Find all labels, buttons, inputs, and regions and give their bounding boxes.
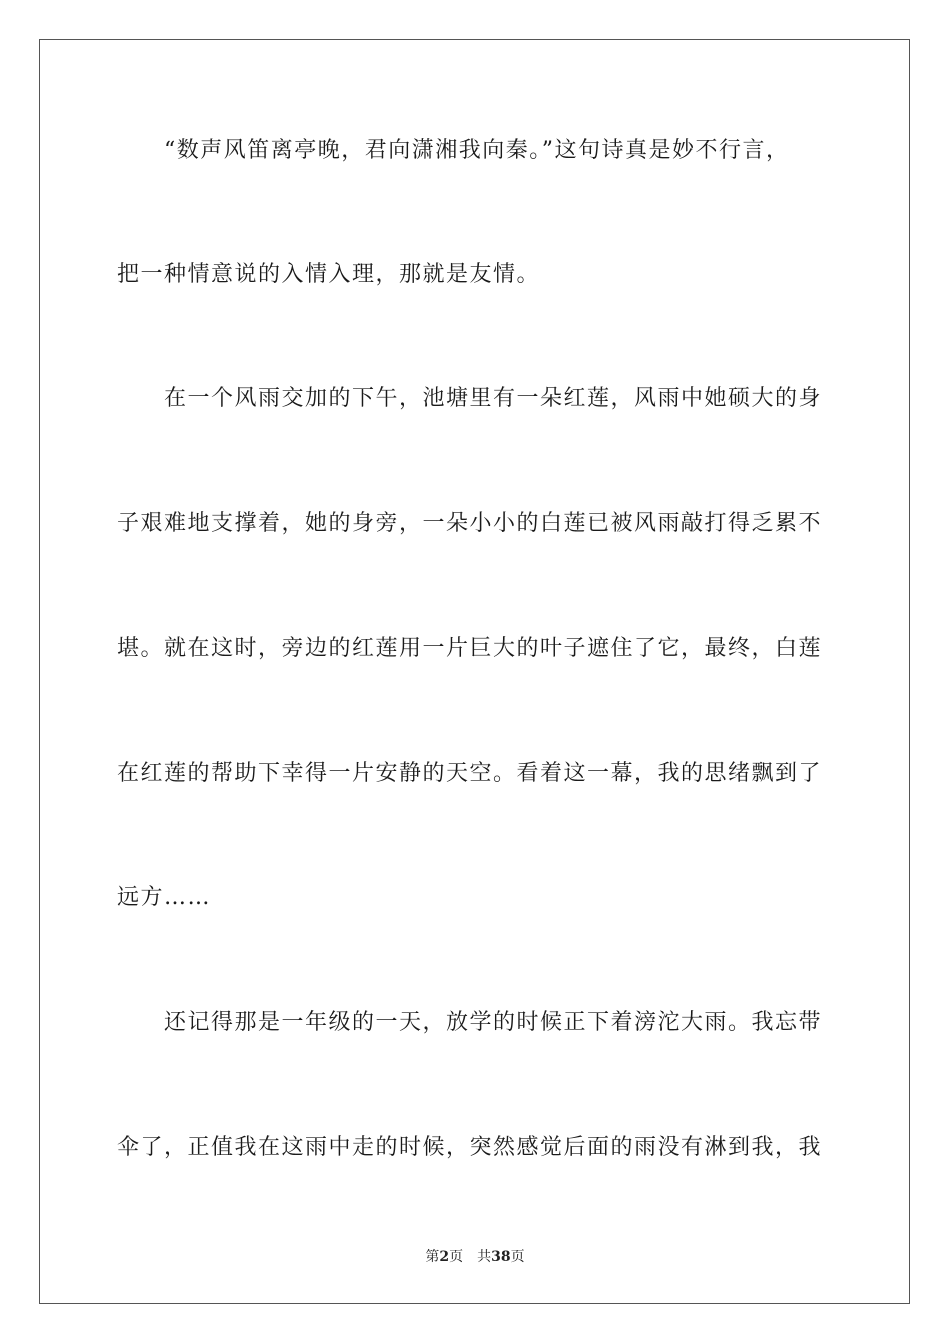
total-pages: 共38页: [477, 1249, 525, 1265]
page-frame: [39, 39, 910, 1304]
text-line: 堪。就在这时，旁边的红莲用一片巨大的叶子遮住了它，最终，白莲: [117, 636, 823, 661]
text-line: 远方……: [117, 885, 212, 910]
text-line: “数声风笛离亭晚，君向潇湘我向秦。”这句诗真是妙不行言，: [164, 138, 790, 163]
text-line: 在一个风雨交加的下午，池塘里有一朵红莲，风雨中她硕大的身: [164, 386, 823, 411]
text-line: 子艰难地支撑着，她的身旁，一朵小小的白莲已被风雨敲打得乏累不: [117, 511, 823, 536]
page-number: 第2页: [425, 1249, 464, 1265]
text-line: 还记得那是一年级的一天，放学的时候正下着滂沱大雨。我忘带: [164, 1010, 823, 1035]
text-line: 把一种情意说的入情入理，那就是友情。: [117, 262, 541, 287]
text-line: 伞了，正值我在这雨中走的时候，突然感觉后面的雨没有淋到我，我: [117, 1135, 823, 1160]
text-line: 在红莲的帮助下幸得一片安静的天空。看着这一幕，我的思绪飘到了: [117, 761, 823, 786]
page-footer: [0, 1247, 950, 1267]
